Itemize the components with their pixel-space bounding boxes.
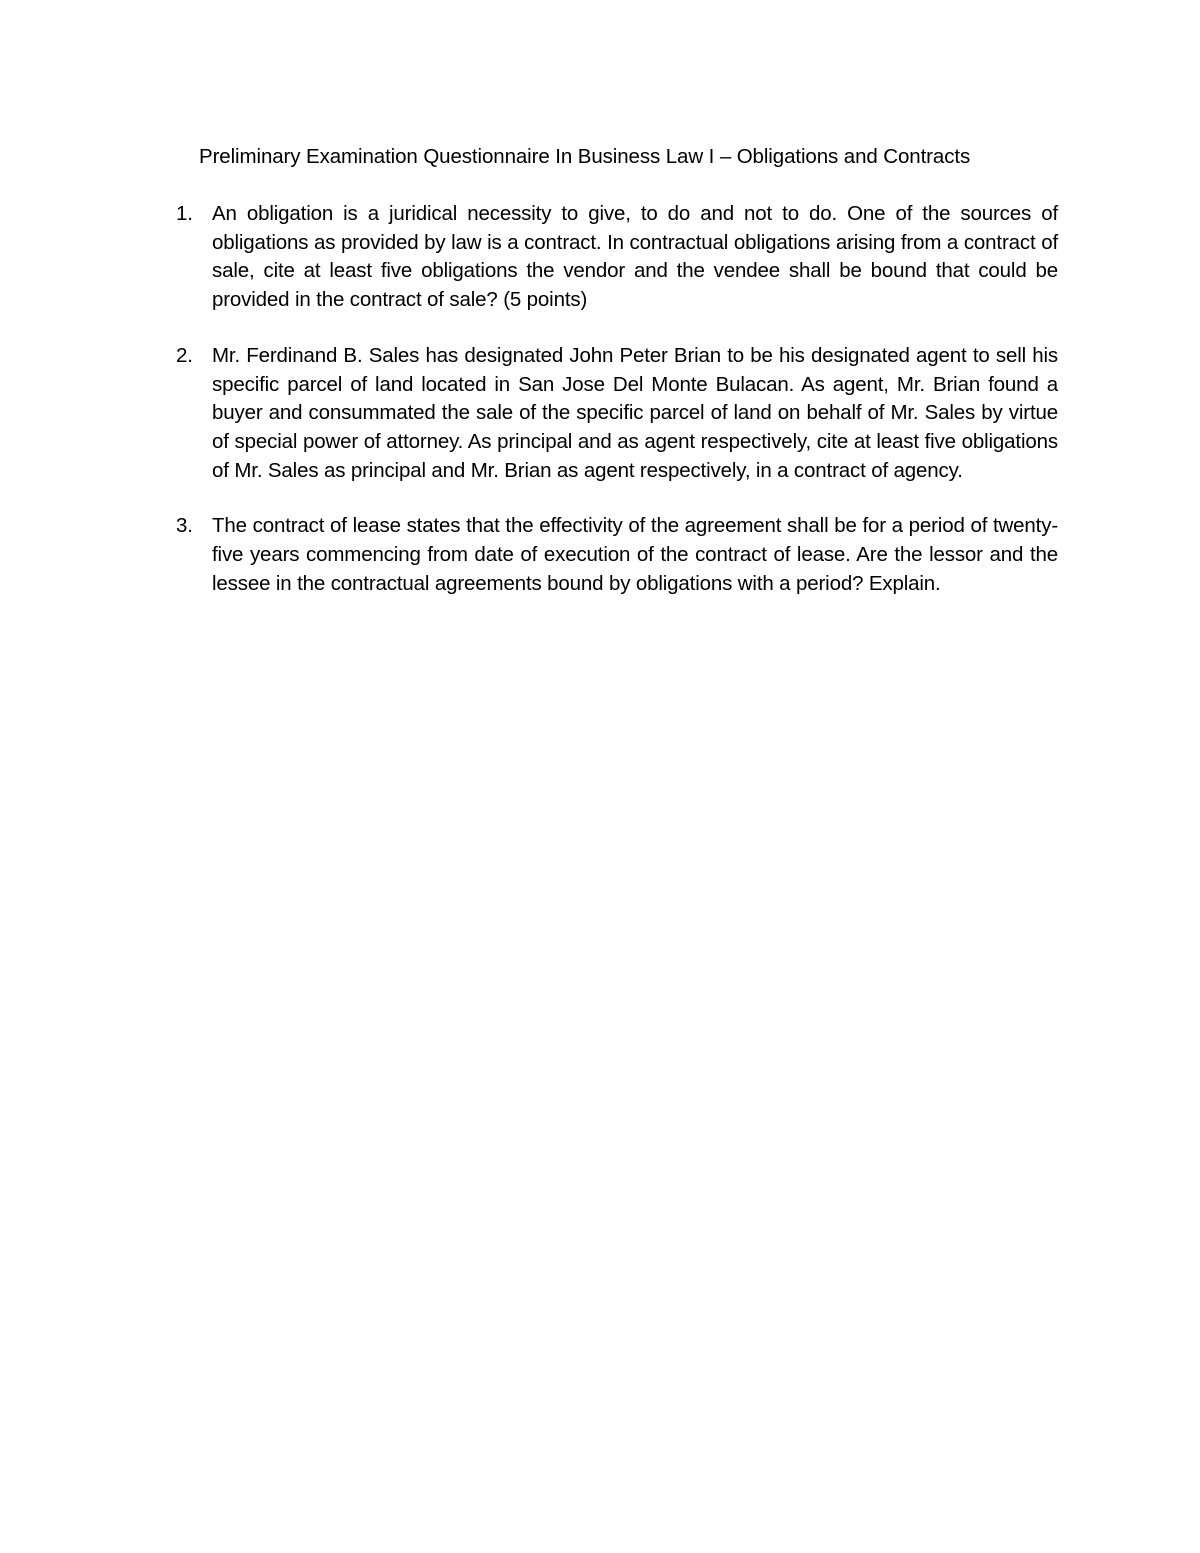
question-text: The contract of lease states that the effectivity of the agreement shall be for a period of twenty-five years commencing from date of execution of the contract of lease. Are the lessor and the lessee in the contractual agreements bound by obligations with a period? Explain. [212, 514, 1058, 595]
question-number: 1. [176, 202, 193, 225]
document-title: Preliminary Examination Questionnaire In Business Law I – Obligations and Contracts [199, 145, 971, 168]
question-item [176, 200, 1058, 315]
question-item [176, 342, 1058, 486]
question-number: 3. [176, 514, 193, 538]
question-number: 2. [176, 343, 193, 367]
question-text: Mr. Ferdinand B. Sales has designated John Peter Brian to be his designated agent to sell his specific parcel of land located in San Jose Del Monte Bulacan. As agent, Mr. Brian found a buyer and consummated the sale of the specific parcel of land on behalf of Mr. Sales by virtue of special power of attorney. As principal and as agent respectively, cite at least five obligations of Mr. Sales as principal and Mr. Brian as agent respectively, in a contract of agency. [212, 343, 1058, 482]
question-text: An obligation is a juridical necessity to give, to do and not to do. One of the sources of obligations as provided by law is a contract. In contractual obligations arising from a contract of sale, cite at least five obligations the vendor and the vendee shall be bound that could be provided in the contract of sale? (5 points) [212, 202, 1058, 312]
question-list [176, 200, 1058, 598]
question-item [176, 512, 1058, 598]
